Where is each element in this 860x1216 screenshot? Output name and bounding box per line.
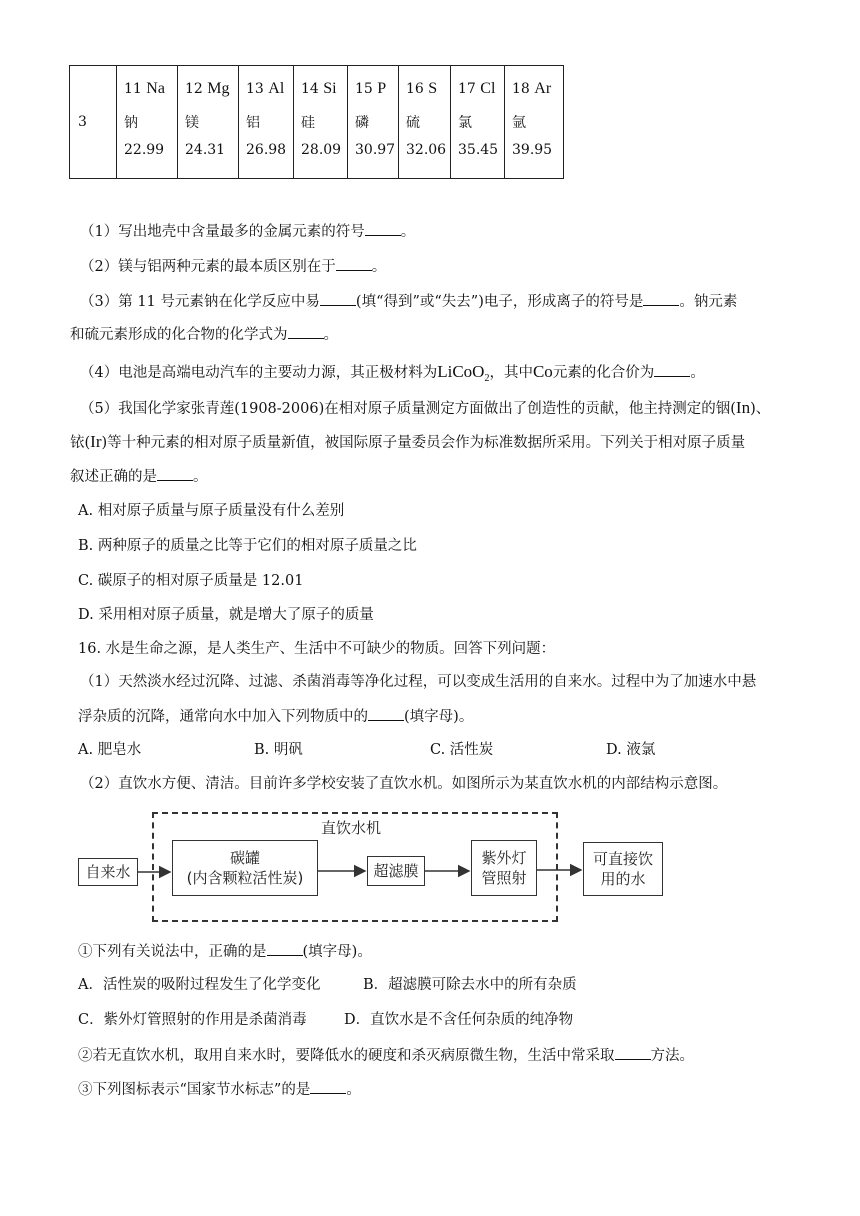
element-cell: 15 P 磷 30.97 bbox=[348, 66, 399, 179]
q16-option-b: B. 明矾 bbox=[254, 742, 303, 758]
answer-blank[interactable] bbox=[615, 1045, 651, 1060]
q15-part3: （3）第 11 号元素钠在化学反应中易 (填“得到”或“失去”)电子，形成离子的符号是 。钠元素 bbox=[80, 291, 737, 312]
dispenser-title: 直饮水机 bbox=[321, 819, 382, 837]
q16-sub1-option-d: D．直饮水是不含任何杂质的纯净物 bbox=[344, 1012, 574, 1028]
answer-blank[interactable] bbox=[365, 221, 401, 236]
q15-part5-cont: 铱(Ir)等十种元素的相对原子质量新值，被国际原子量委员会作为标准数据所采用。下列关于相对原子质量 bbox=[70, 432, 746, 451]
q15-part5: （5）我国化学家张青莲(1908-2006)在相对原子质量测定方面做出了创造性的贡献，他主持测定的铟(In)、 bbox=[80, 398, 771, 417]
period-number: 3 bbox=[70, 66, 117, 179]
q16-sub1-option-a: A．活性炭的吸附过程发生了化学变化 bbox=[78, 977, 321, 993]
uv-lamp-box: 紫外灯 管照射 bbox=[471, 840, 537, 896]
q16-stem: 16. 水是生命之源，是人类生产、生活中不可缺少的物质。回答下列问题： bbox=[78, 641, 556, 657]
answer-blank[interactable] bbox=[368, 706, 404, 721]
q15-part1: （1）写出地壳中含量最多的金属元素的符号 。 bbox=[80, 221, 415, 242]
q16-sub3: ③下列图标表示“国家节水标志”的是 。 bbox=[78, 1079, 361, 1100]
ultrafiltration-box: 超滤膜 bbox=[367, 856, 425, 886]
q15-option-a: A. 相对原子质量与原子质量没有什么差别 bbox=[78, 503, 345, 519]
answer-blank[interactable] bbox=[336, 256, 372, 271]
q15-option-d: D. 采用相对原子质量，就是增大了原子的质量 bbox=[78, 607, 374, 623]
q15-part5-cont2: 叙述正确的是 。 bbox=[70, 466, 208, 487]
q16-part1-cont: 浮杂质的沉降，通常向水中加入下列物质中的 (填字母)。 bbox=[78, 706, 473, 727]
element-cell: 12 Mg 镁 24.31 bbox=[178, 66, 239, 179]
q16-option-d: D. 液氯 bbox=[606, 742, 656, 758]
q16-option-a: A. 肥皂水 bbox=[78, 742, 142, 758]
q15-part3-cont: 和硫元素形成的化合物的化学式为 。 bbox=[70, 324, 338, 345]
q15-option-c: C. 碳原子的相对原子质量是 12.01 bbox=[78, 573, 304, 589]
q15-part4: （4）电池是高端电动汽车的主要动力源，其正极材料为LiCoO$_2$，其中Co元素的化合价为 。 bbox=[80, 362, 705, 384]
element-cell: 11 Na 钠 22.99 bbox=[117, 66, 178, 179]
answer-blank[interactable] bbox=[157, 466, 193, 481]
q15-part2: （2）镁与铝两种元素的最本质区别在于 。 bbox=[80, 256, 386, 277]
answer-blank[interactable] bbox=[310, 1079, 346, 1094]
drinkable-water-box: 可直接饮 用的水 bbox=[583, 842, 663, 896]
element-cell: 18 Ar 氩 39.95 bbox=[505, 66, 564, 179]
q16-sub1-option-c: C．紫外灯管照射的作用是杀菌消毒 bbox=[78, 1012, 307, 1028]
water-dispenser-diagram bbox=[78, 812, 678, 922]
element-cell: 16 S 硫 32.06 bbox=[399, 66, 451, 179]
carbon-tank-box: 碳罐 (内含颗粒活性炭) bbox=[172, 840, 318, 896]
tap-water-box: 自来水 bbox=[78, 858, 138, 886]
element-cell: 17 Cl 氯 35.45 bbox=[451, 66, 505, 179]
answer-blank[interactable] bbox=[267, 941, 303, 956]
answer-blank[interactable] bbox=[643, 291, 679, 306]
element-cell: 13 Al 铝 26.98 bbox=[239, 66, 294, 179]
q16-sub1: ①下列有关说法中，正确的是 (填字母)。 bbox=[78, 941, 372, 962]
q16-sub2: ②若无直饮水机，取用自来水时，要降低水的硬度和杀灭病原微生物，生活中常采取 方法。 bbox=[78, 1045, 694, 1066]
flow-arrows bbox=[78, 812, 678, 922]
element-cell: 14 Si 硅 28.09 bbox=[294, 66, 348, 179]
answer-blank[interactable] bbox=[288, 324, 324, 339]
q15-option-b: B. 两种原子的质量之比等于它们的相对原子质量之比 bbox=[78, 538, 417, 554]
licoo2-formula: LiCoO$_2$ bbox=[437, 362, 490, 384]
q16-part1: （1）天然淡水经过沉降、过滤、杀菌消毒等净化过程，可以变成生活用的自来水。过程中为了加速水中悬 bbox=[80, 674, 757, 690]
answer-blank[interactable] bbox=[654, 362, 690, 377]
periodic-table-row bbox=[69, 65, 564, 179]
answer-blank[interactable] bbox=[320, 291, 356, 306]
q16-sub1-option-b: B．超滤膜可除去水中的所有杂质 bbox=[363, 977, 577, 993]
q16-part2: （2）直饮水方便、清洁。目前许多学校安装了直饮水机。如图所示为某直饮水机的内部结构示意图。 bbox=[80, 776, 728, 792]
q16-option-c: C. 活性炭 bbox=[430, 742, 494, 758]
